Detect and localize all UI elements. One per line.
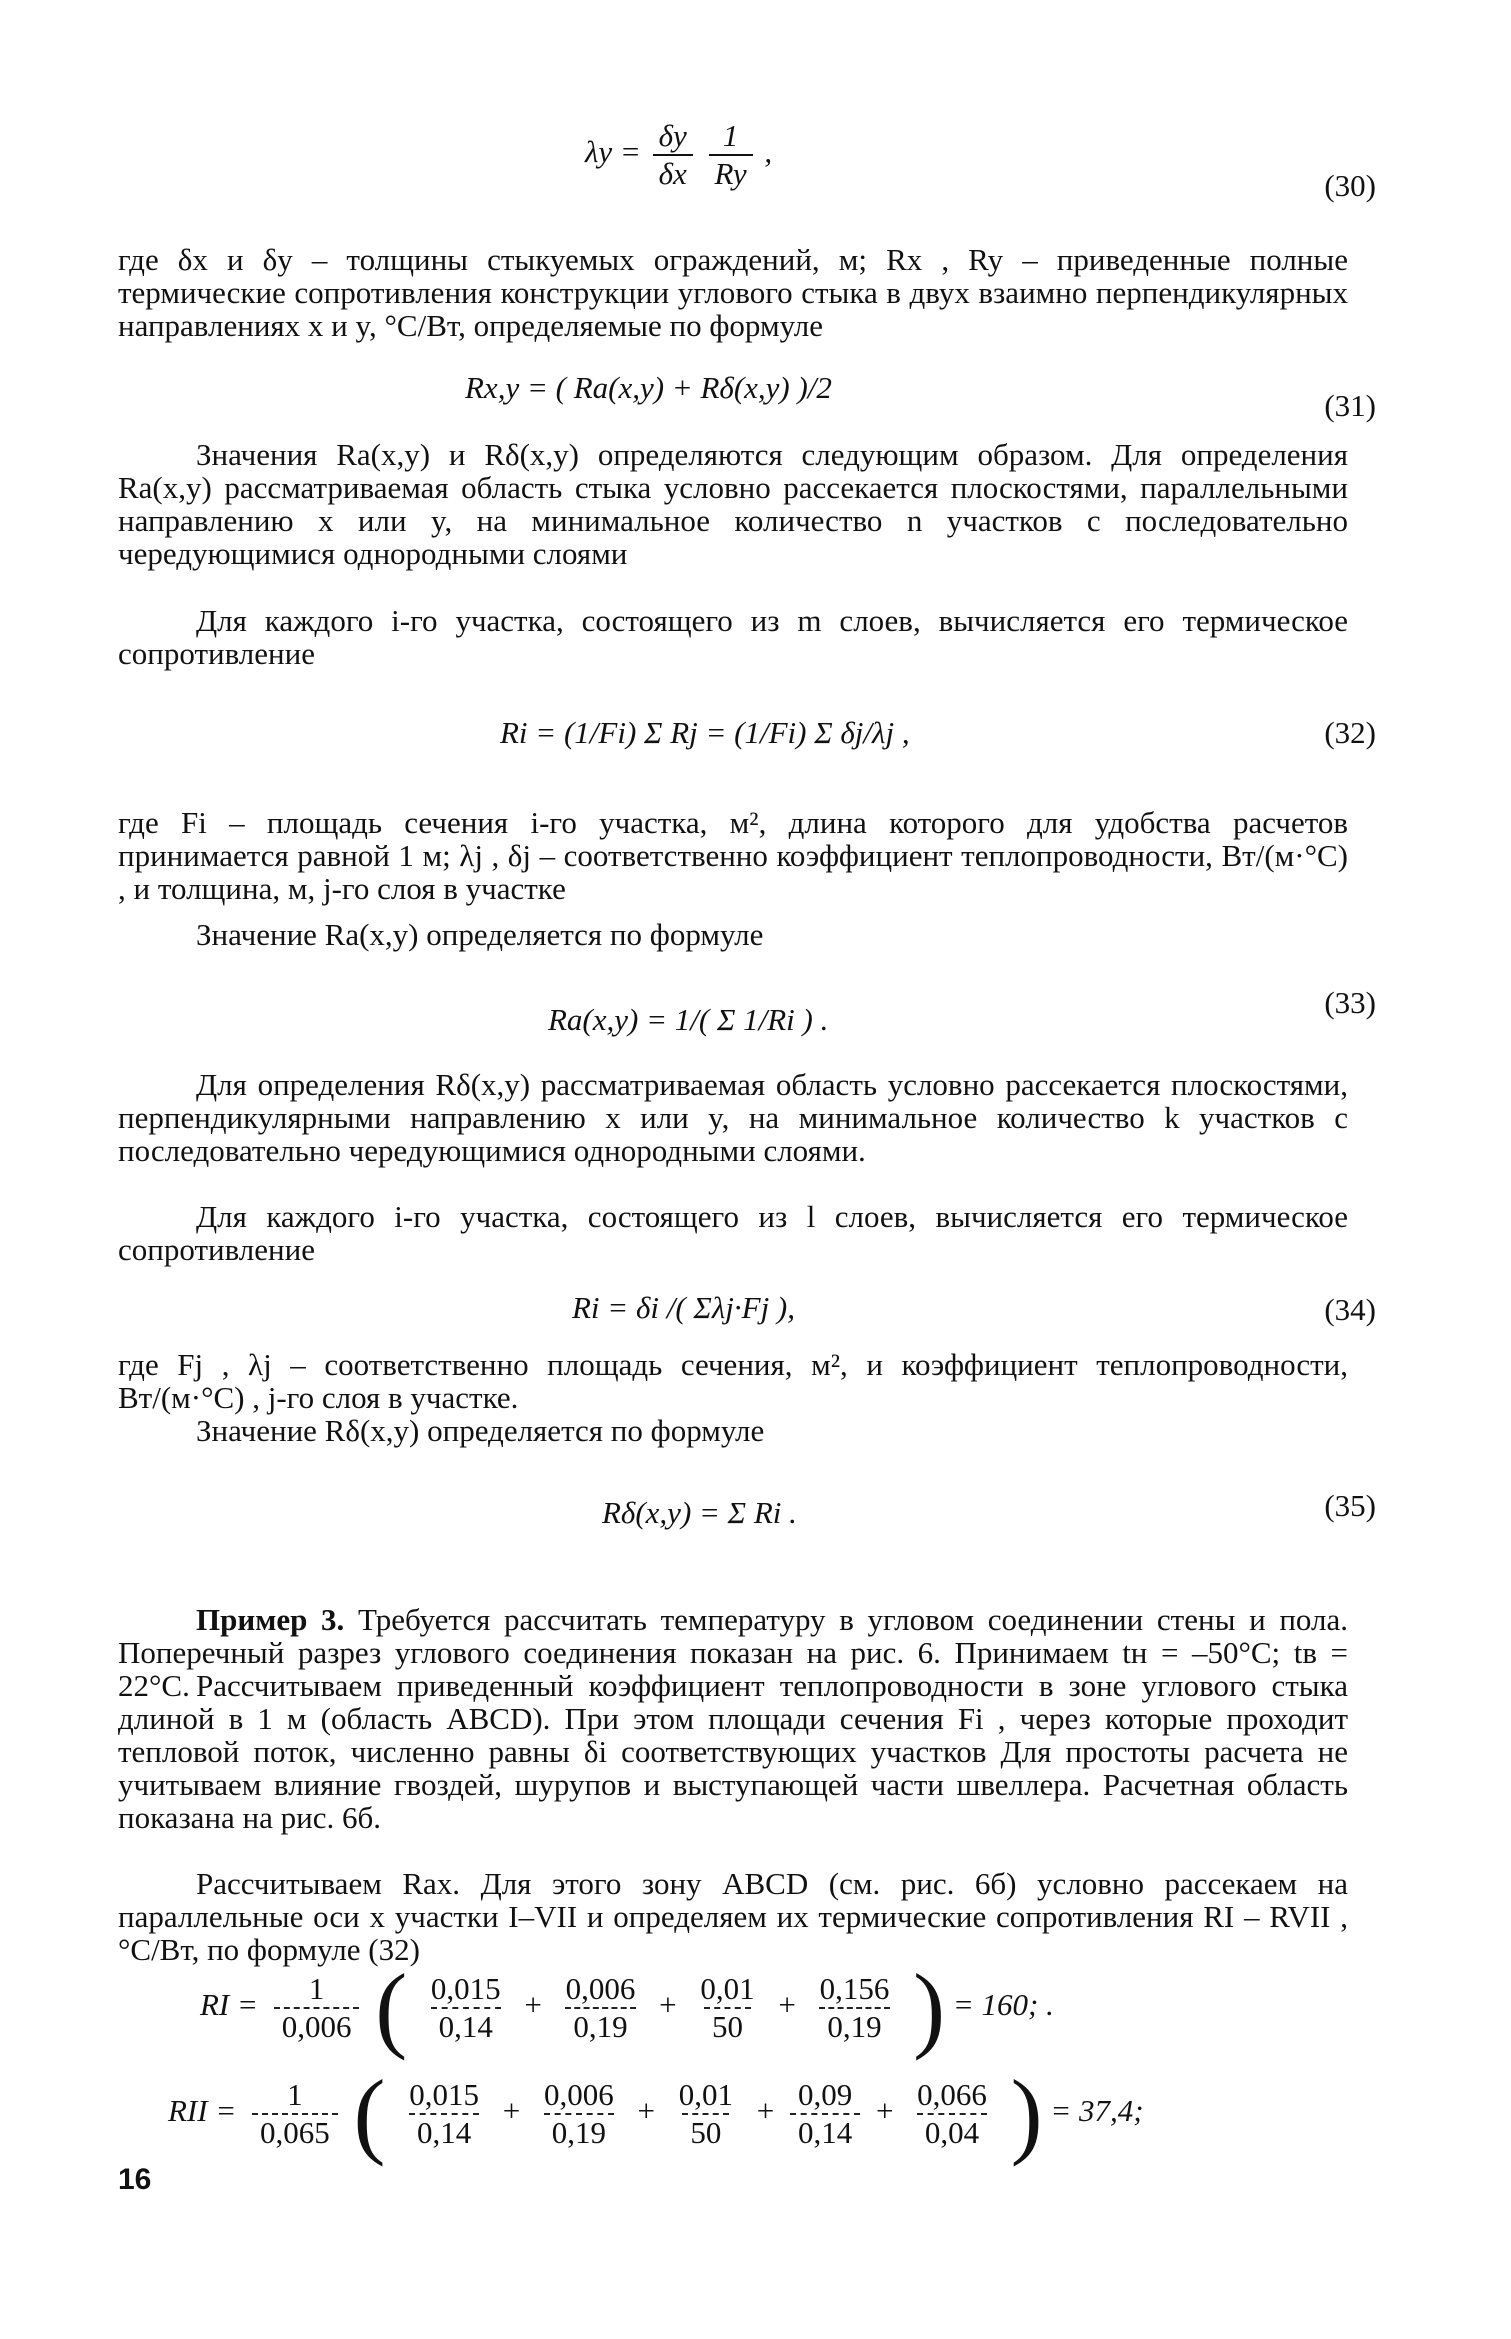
term-denominator: 0,19 — [819, 2007, 889, 2045]
calculation-term — [909, 2077, 995, 2151]
plus-sign: + — [494, 2093, 528, 2129]
term-numerator: 0,156 — [819, 1971, 890, 2006]
equation-number-35: (35) — [1324, 1488, 1376, 1523]
equation-number-34: (34) — [1324, 1292, 1376, 1327]
page-number: 16 — [118, 2163, 152, 2196]
equation-number-33: (33) — [1324, 985, 1376, 1020]
term-denominator: 0,19 — [565, 2007, 635, 2045]
calculation-term — [671, 2077, 741, 2151]
term-denominator: 0,14 — [409, 2113, 479, 2151]
term-denominator: 0,19 — [544, 2113, 614, 2151]
paragraph-value-rdelta: Значение Rδ(x,y) определяется по формуле — [196, 1413, 765, 1448]
plus-sign: + — [516, 1987, 550, 2023]
calculation-term — [812, 1971, 898, 2045]
plus-sign: + — [651, 1987, 685, 2023]
calculation-r1: RI = $\frac{1}{0,006}$ ( $\frac{0,015}{0,14}$ + $\frac{0,006}{0,19}$ + $\frac{0,01}{50}$ + $\frac{0,156}{0,19}$ ) = 160; . — [200, 1954, 1054, 2061]
paragraph-value-ra: Значение Ra(x,y) определяется по формуле — [196, 917, 764, 952]
calculation-term — [692, 1971, 762, 2045]
term-numerator: 0,015 — [430, 1971, 501, 2006]
equation-number-30: (30) — [1324, 168, 1376, 203]
term-denominator: 50 — [682, 2113, 729, 2151]
term-numerator: 0,066 — [917, 2077, 987, 2112]
paragraph-each-section-b: Для каждого i-го участка, состоящего из l слоев, вычисляется его термическое сопротивление — [118, 1199, 1348, 1267]
example-label: Пример 3. — [196, 1602, 345, 1637]
equation-35: Rδ(x,y) = Σ Ri . — [602, 1495, 797, 1530]
calculation-term — [423, 1971, 509, 2045]
paragraph-definitions-32: где Fi – площадь сечения i-го участка, м², длина которого для удобства расчетов принимается равной 1 м; λj , δj – соответственно коэффициент теплопроводности, Вт/(м·°С) , и толщина, м, j-го слоя в участке — [118, 805, 1348, 906]
plus-sign: + — [748, 2093, 782, 2129]
term-numerator: 0,006 — [543, 2077, 614, 2112]
term-numerator: 0,01 — [678, 2077, 733, 2112]
paragraph-definitions-30: где δx и δy – толщины стыкуемых ограждений, м; Rx , Ry – приведенные полные термические сопротивления конструкции углового стыка в двух взаимно перпендикулярных направлениях x и y, °С/Вт, определяемые по формуле — [118, 242, 1348, 343]
equation-31: Rx,y = ( Ra(x,y) + Rδ(x,y) )/2 — [465, 370, 832, 405]
equation-33: Ra(x,y) = 1/( Σ 1/Ri ) . — [548, 1002, 829, 1037]
equation-number-32: (32) — [1324, 715, 1376, 750]
plus-sign: + — [629, 2093, 663, 2129]
paragraph-values: Значения Ra(x,y) и Rδ(x,y) определяются следующим образом. Для определения Ra(x,y) рассматриваемая область стыка условно рассекается плоскостями, параллельными направлению x или y, на минимальное количество n участков с последовательно чередующимися однородными слоями — [118, 437, 1348, 571]
term-numerator: 0,09 — [797, 2077, 853, 2112]
term-numerator: 0,01 — [700, 1971, 755, 2006]
example-text: Требуется рассчитать температуру в угловом соединении стены и пола. Поперечный разрез углового соединения показан на рис. 6. Принимаем tн = –50°С; tв = 22°С. — [118, 1602, 1348, 1703]
equation-30: λy = $\frac{\delta y}{\delta x}$ $\frac{1}{Ry}$ , — [585, 118, 773, 191]
calculation-r2: RII = $\frac{1}{0,065}$ ( $\frac{0,015}{0,14}$ + $\frac{0,006}{0,19}$ + $\frac{0,01}{50}$ + $\frac{0,09}{0,14}$ + $\frac{0,066}{0,04}$ ) = 37,4; — [168, 2060, 1144, 2167]
term-denominator: 0,14 — [431, 2007, 501, 2045]
calculation-term — [536, 2077, 622, 2151]
equation-32: Ri = (1/Fi) Σ Rj = (1/Fi) Σ δj/λj , — [500, 715, 910, 750]
term-denominator: 0,04 — [917, 2113, 987, 2151]
equation-number-31: (31) — [1324, 388, 1376, 423]
calculation-r2-terms — [393, 2077, 1003, 2150]
calculation-term — [558, 1971, 644, 2045]
calculation-r1-terms — [415, 1971, 905, 2044]
plus-sign: + — [868, 2093, 902, 2129]
plus-sign: + — [770, 1987, 804, 2023]
paragraph-reduced-coefficient: Рассчитываем приведенный коэффициент теплопроводности в зоне углового стыка длиной в 1 м (область ABCD). При этом площади сечения Fi , через которые проходит тепловой поток, численно равны δi соответствующих участков Для простоты расчета не учитываем влияние гвоздей, шурупов и выступающей части швеллера. Расчетная область показана на рис. 6б. — [118, 1668, 1348, 1835]
paragraph-each-section-a: Для каждого i-го участка, состоящего из m слоев, вычисляется его термическое сопротивление — [118, 603, 1348, 671]
calculation-term — [790, 2077, 860, 2151]
paragraph-definitions-34: где Fj , λj – соответственно площадь сечения, м², и коэффициент теплопроводности, Вт/(м·°С) , j-го слоя в участке. — [118, 1347, 1348, 1415]
calculation-term — [401, 2077, 487, 2151]
term-denominator: 50 — [704, 2007, 751, 2045]
term-numerator: 0,015 — [409, 2077, 479, 2112]
paragraph-rax: Рассчитываем Rax. Для этого зону ABCD (см. рис. 6б) условно рассекаем на параллельные оси x участки I–VII и определяем их термические сопротивления RI – RVII , °С/Вт, по формуле (32) — [118, 1866, 1348, 1967]
equation-34: Ri = δi /( Σλj·Fj ), — [572, 1290, 796, 1325]
paragraph-rdelta: Для определения Rδ(x,y) рассматриваемая область условно рассекается плоскостями, перпендикулярными направлению x или y, на минимальное количество k участков с последовательно чередующимися однородными слоями. — [118, 1067, 1348, 1168]
term-denominator: 0,14 — [790, 2113, 860, 2151]
term-numerator: 0,006 — [565, 1971, 636, 2006]
